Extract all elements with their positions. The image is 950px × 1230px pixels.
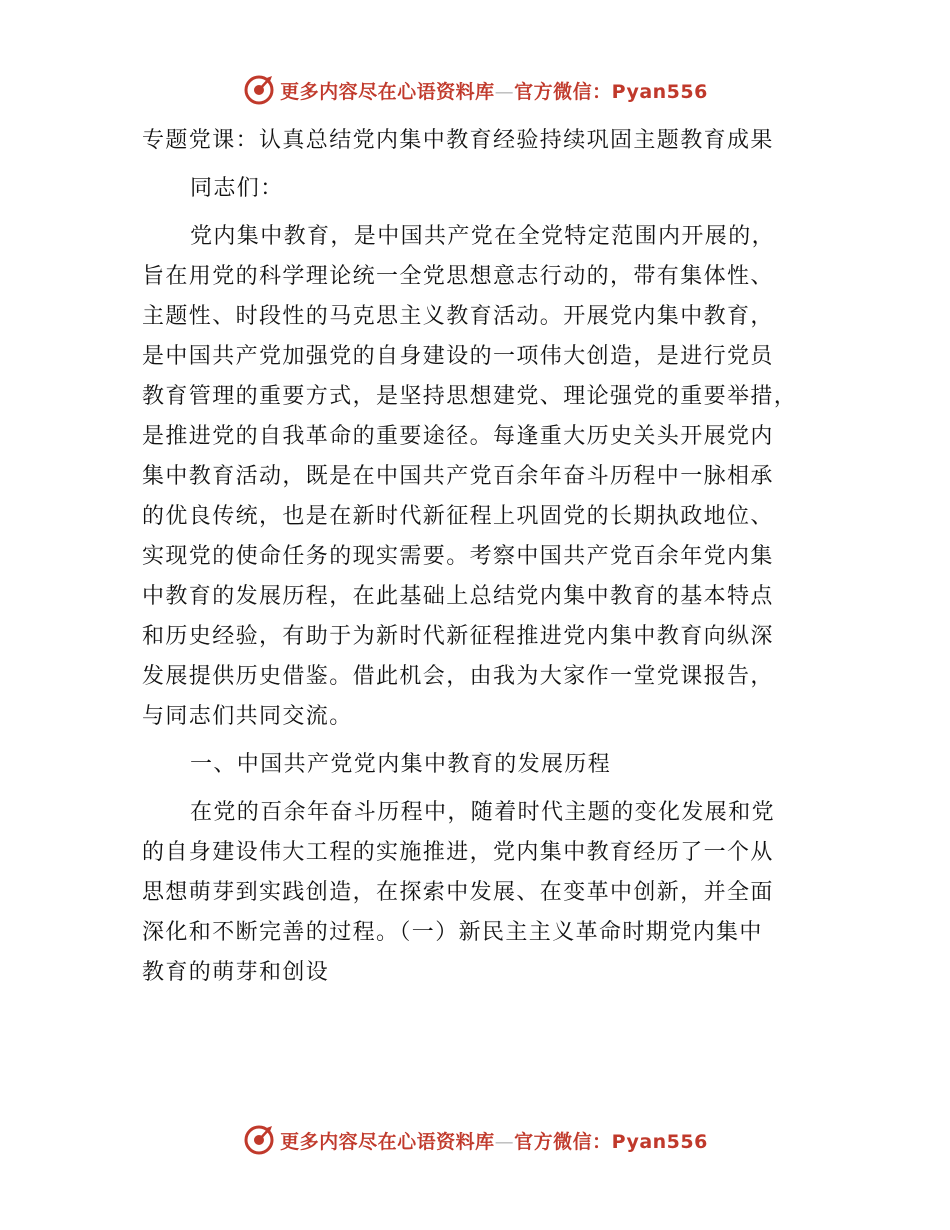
watermark-text-line bbox=[280, 1127, 708, 1154]
paragraph-line: 思想萌芽到实践创造，在探索中发展、在变革中创新，并全面 bbox=[142, 880, 774, 905]
paragraph-line: 深化和不断完善的过程。（一）新民主主义革命时期党内集中 bbox=[142, 920, 763, 945]
watermark-logo-icon bbox=[242, 1123, 276, 1157]
watermark-contact: 官方微信：Pyan556 bbox=[514, 80, 708, 103]
paragraph-line: 的自身建设伟大工程的实施推进，党内集中教育经历了一个从 bbox=[142, 840, 774, 865]
paragraph-line: 在党的百余年奋斗历程中，随着时代主题的变化发展和党 bbox=[190, 800, 776, 825]
paragraph-1 bbox=[142, 217, 812, 737]
paragraph-line: 党内集中教育，是中国共产党在全党特定范围内开展的， bbox=[190, 224, 776, 249]
paragraph-line: 是中国共产党加强党的自身建设的一项伟大创造，是进行党员 bbox=[142, 344, 774, 369]
paragraph-line: 发展提供历史借鉴。借此机会，由我为大家作一堂党课报告， bbox=[142, 664, 774, 689]
paragraph-line: 的优良传统，也是在新时代新征程上巩固党的长期执政地位、 bbox=[142, 504, 774, 529]
paragraph-line: 与同志们共同交流。 bbox=[142, 704, 353, 729]
watermark-separator: — bbox=[494, 1130, 515, 1153]
watermark-logo-icon bbox=[242, 73, 276, 107]
section-heading: 一、中国共产党党内集中教育的发展历程 bbox=[190, 752, 612, 777]
watermark-text: 更多内容尽在心语资料库 bbox=[280, 1130, 495, 1153]
footer-watermark bbox=[0, 1120, 950, 1160]
paragraph-2 bbox=[142, 793, 812, 993]
paragraph-line: 教育的萌芽和创设 bbox=[142, 960, 330, 985]
watermark-text: 更多内容尽在心语资料库 bbox=[280, 80, 495, 103]
greeting: 同志们： bbox=[190, 176, 284, 201]
paragraph-line: 和历史经验，有助于为新时代新征程推进党内集中教育向纵深 bbox=[142, 624, 774, 649]
document-body bbox=[142, 121, 812, 993]
watermark-text-line bbox=[280, 77, 708, 104]
paragraph-line: 实现党的使命任务的现实需要。考察中国共产党百余年党内集 bbox=[142, 544, 774, 569]
header-watermark bbox=[0, 70, 950, 110]
watermark-contact: 官方微信：Pyan556 bbox=[514, 1130, 708, 1153]
document-title: 专题党课：认真总结党内集中教育经验持续巩固主题教育成果 bbox=[142, 128, 774, 153]
paragraph-line: 是推进党的自我革命的重要途径。每逢重大历史关头开展党内 bbox=[142, 424, 774, 449]
paragraph-line: 中教育的发展历程，在此基础上总结党内集中教育的基本特点 bbox=[142, 584, 774, 609]
paragraph-line: 教育管理的重要方式，是坚持思想建党、理论强党的重要举措， bbox=[142, 384, 798, 409]
paragraph-line: 集中教育活动，既是在中国共产党百余年奋斗历程中一脉相承 bbox=[142, 464, 774, 489]
paragraph-line: 主题性、时段性的马克思主义教育活动。开展党内集中教育， bbox=[142, 304, 774, 329]
watermark-separator: — bbox=[494, 80, 515, 103]
paragraph-line: 旨在用党的科学理论统一全党思想意志行动的，带有集体性、 bbox=[142, 264, 774, 289]
